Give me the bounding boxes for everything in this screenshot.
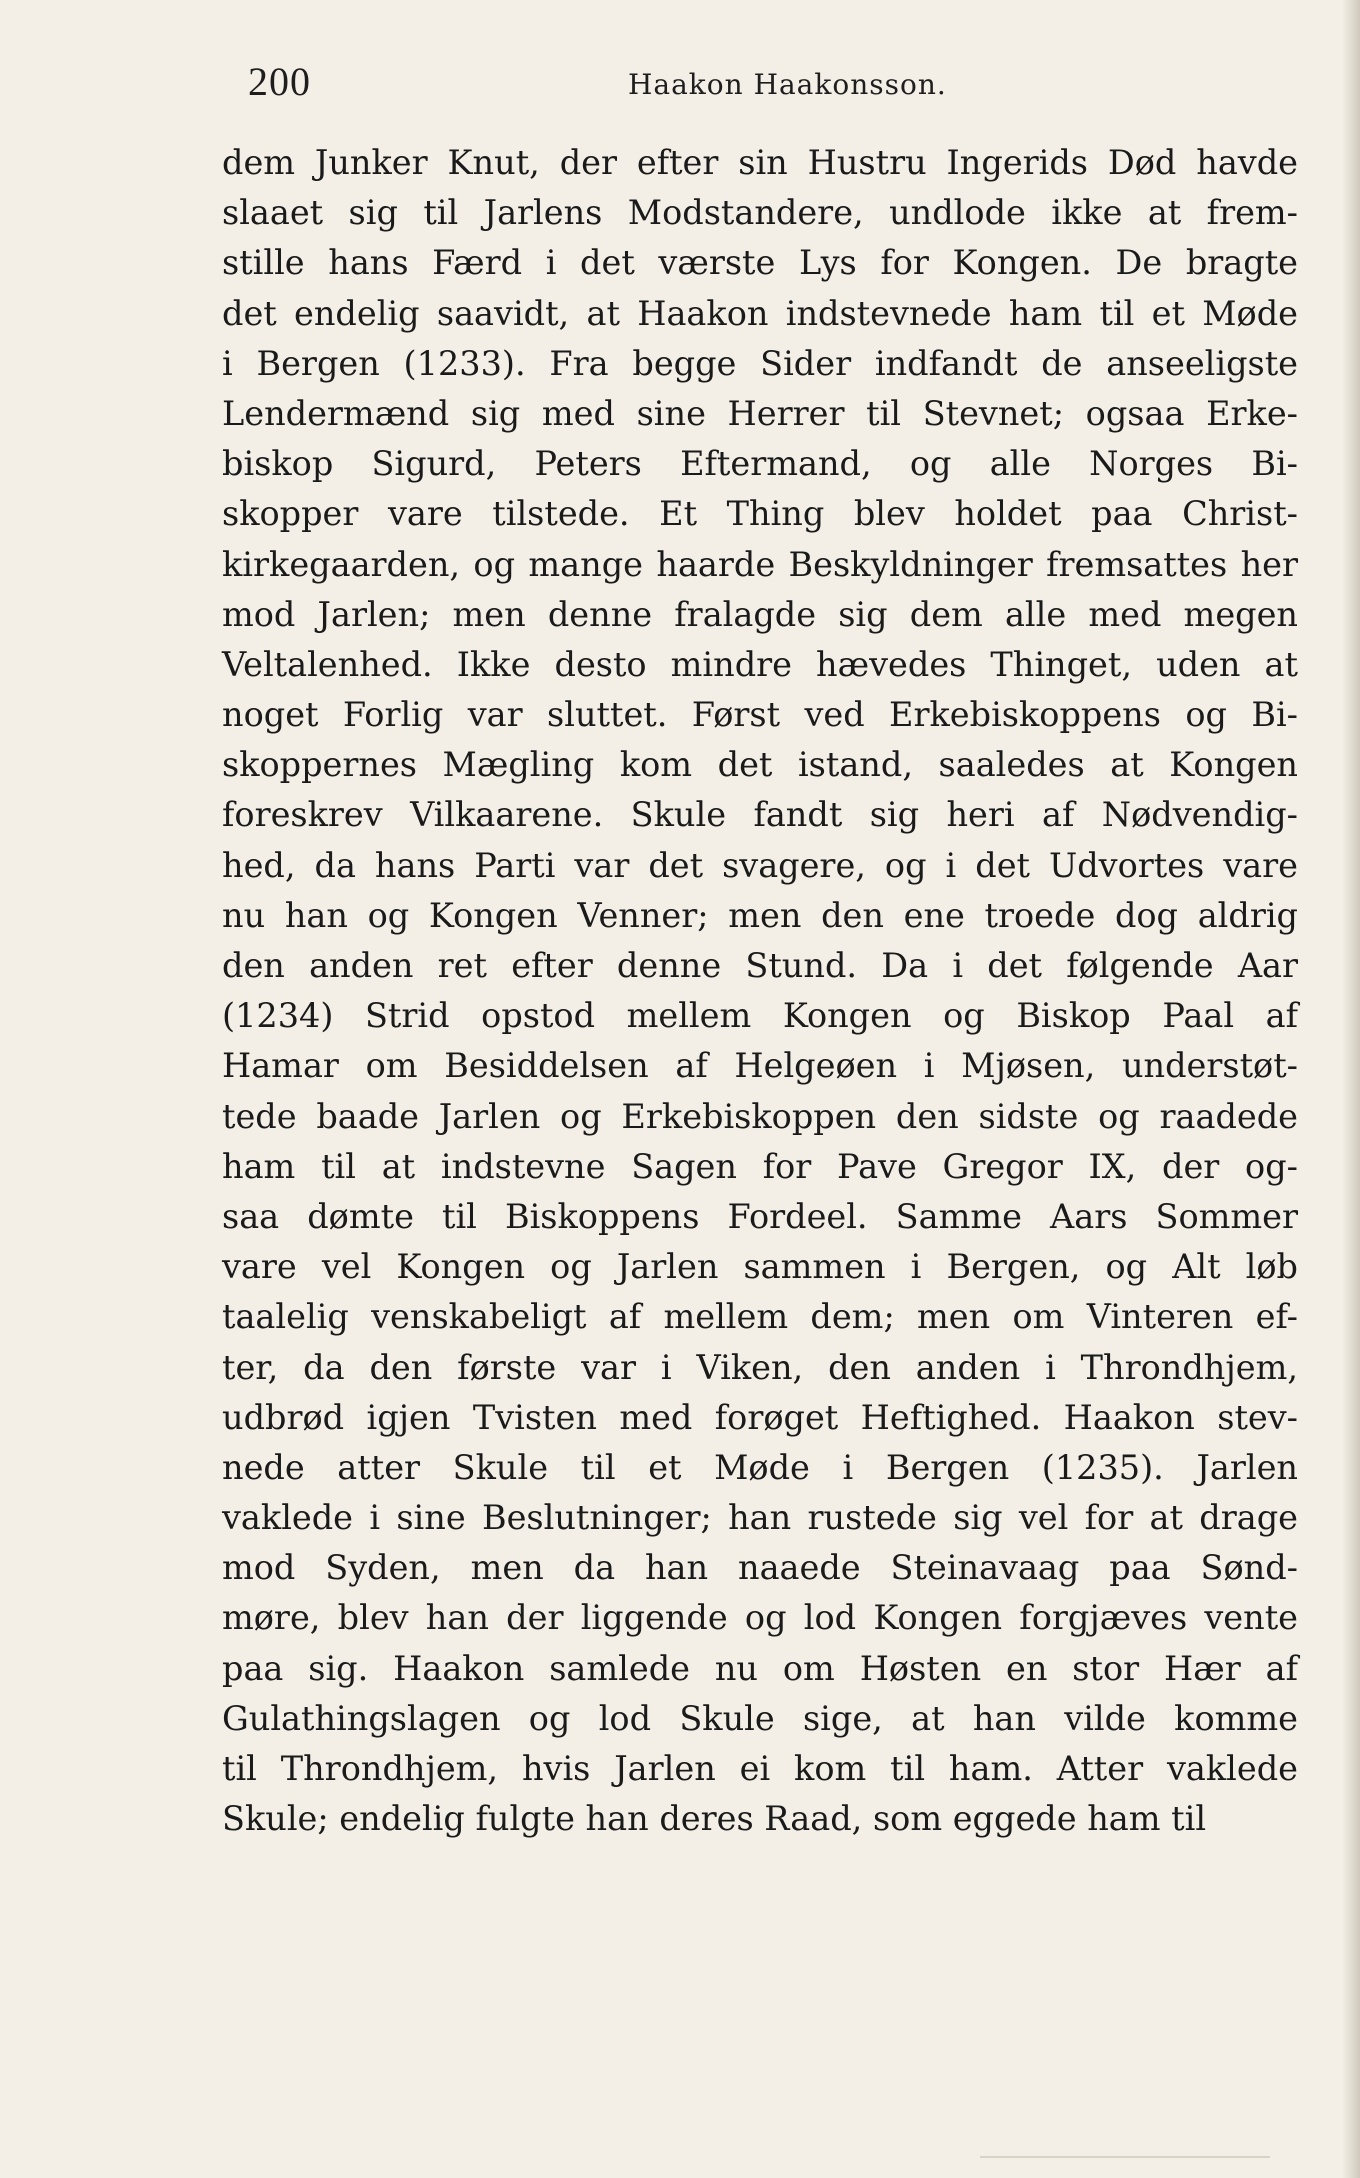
text-line: saa dømte til Biskoppens Fordeel. Samme Aars Sommer: [222, 1196, 1298, 1236]
text-line: hed, da hans Parti var det svagere, og i det Udvortes vare: [222, 845, 1298, 885]
page-number: 200: [248, 59, 311, 104]
text-line: vare vel Kongen og Jarlen sammen i Bergen, og Alt løb: [222, 1247, 1298, 1287]
text-line: mod Jarlen; men denne fralagde sig dem alle med megen: [222, 594, 1298, 634]
text-line: biskop Sigurd, Peters Eftermand, og alle Norges Bi-: [222, 444, 1298, 484]
text-line: slaaet sig til Jarlens Modstandere, undlode ikke at frem-: [222, 193, 1298, 233]
text-line: tede baade Jarlen og Erkebiskoppen den sidste og raadede: [222, 1096, 1298, 1136]
text-line: paa sig. Haakon samlede nu om Høsten en stor Hær af: [222, 1648, 1298, 1688]
text-line: møre, blev han der liggende og lod Kongen forgjæves vente: [222, 1598, 1298, 1638]
text-line: udbrød igjen Tvisten med forøget Heftighed. Haakon stev-: [222, 1397, 1298, 1437]
text-line: i Bergen (1233). Fra begge Sider indfandt de anseeligste: [222, 343, 1298, 383]
text-line: vaklede i sine Beslutninger; han rustede sig vel for at drage: [222, 1498, 1298, 1538]
running-title: Haakon Haakonsson.: [628, 68, 947, 101]
text-line: Lendermænd sig med sine Herrer til Stevnet; ogsaa Erke-: [222, 393, 1298, 433]
text-line: nede atter Skule til et Møde i Bergen (1235). Jarlen: [222, 1447, 1298, 1487]
text-line: noget Forlig var sluttet. Først ved Erkebiskoppens og Bi-: [222, 695, 1298, 735]
text-line: ter, da den første var i Viken, den anden i Throndhjem,: [222, 1347, 1298, 1387]
text-line: foreskrev Vilkaarene. Skule fandt sig heri af Nødvendig-: [222, 795, 1298, 835]
text-line: Hamar om Besiddelsen af Helgeøen i Mjøsen, understøt-: [222, 1046, 1298, 1086]
text-line: dem Junker Knut, der efter sin Hustru Ingerids Død havde: [222, 143, 1298, 182]
text-line: det endelig saavidt, at Haakon indstevnede ham til et Møde: [222, 293, 1298, 333]
text-line: skoppernes Mægling kom det istand, saaledes at Kongen: [222, 745, 1298, 785]
text-line: mod Syden, men da han naaede Steinavaag paa Sønd-: [222, 1548, 1298, 1588]
text-line: taalelig venskabeligt af mellem dem; men om Vinteren ef-: [222, 1297, 1298, 1337]
text-line: stille hans Færd i det værste Lys for Kongen. De bragte: [222, 243, 1298, 283]
footer-rule: [980, 2156, 1270, 2158]
text-line: kirkegaarden, og mange haarde Beskyldninger fremsattes her: [222, 544, 1298, 584]
text-line: ham til at indstevne Sagen for Pave Gregor IX, der og-: [222, 1146, 1298, 1186]
text-line: skopper vare tilstede. Et Thing blev holdet paa Christ-: [222, 494, 1298, 534]
page-edge-shadow: [1342, 0, 1360, 2178]
text-line: den anden ret efter denne Stund. Da i det følgende Aar: [222, 946, 1298, 985]
body-text: [222, 138, 1298, 1844]
text-line: nu han og Kongen Venner; men den ene troede dog aldrig: [222, 895, 1298, 935]
text-line: Skule; endelig fulgte han deres Raad, som eggede ham til: [222, 1799, 1207, 1839]
text-line: Veltalenhed. Ikke desto mindre hævedes Thinget, uden at: [222, 644, 1298, 684]
page-header: [248, 58, 1300, 118]
text-line: Gulathingslagen og lod Skule sige, at han vilde komme: [222, 1698, 1298, 1738]
text-line: (1234) Strid opstod mellem Kongen og Biskop Paal af: [222, 996, 1298, 1036]
text-line: til Throndhjem, hvis Jarlen ei kom til ham. Atter vaklede: [222, 1749, 1298, 1788]
